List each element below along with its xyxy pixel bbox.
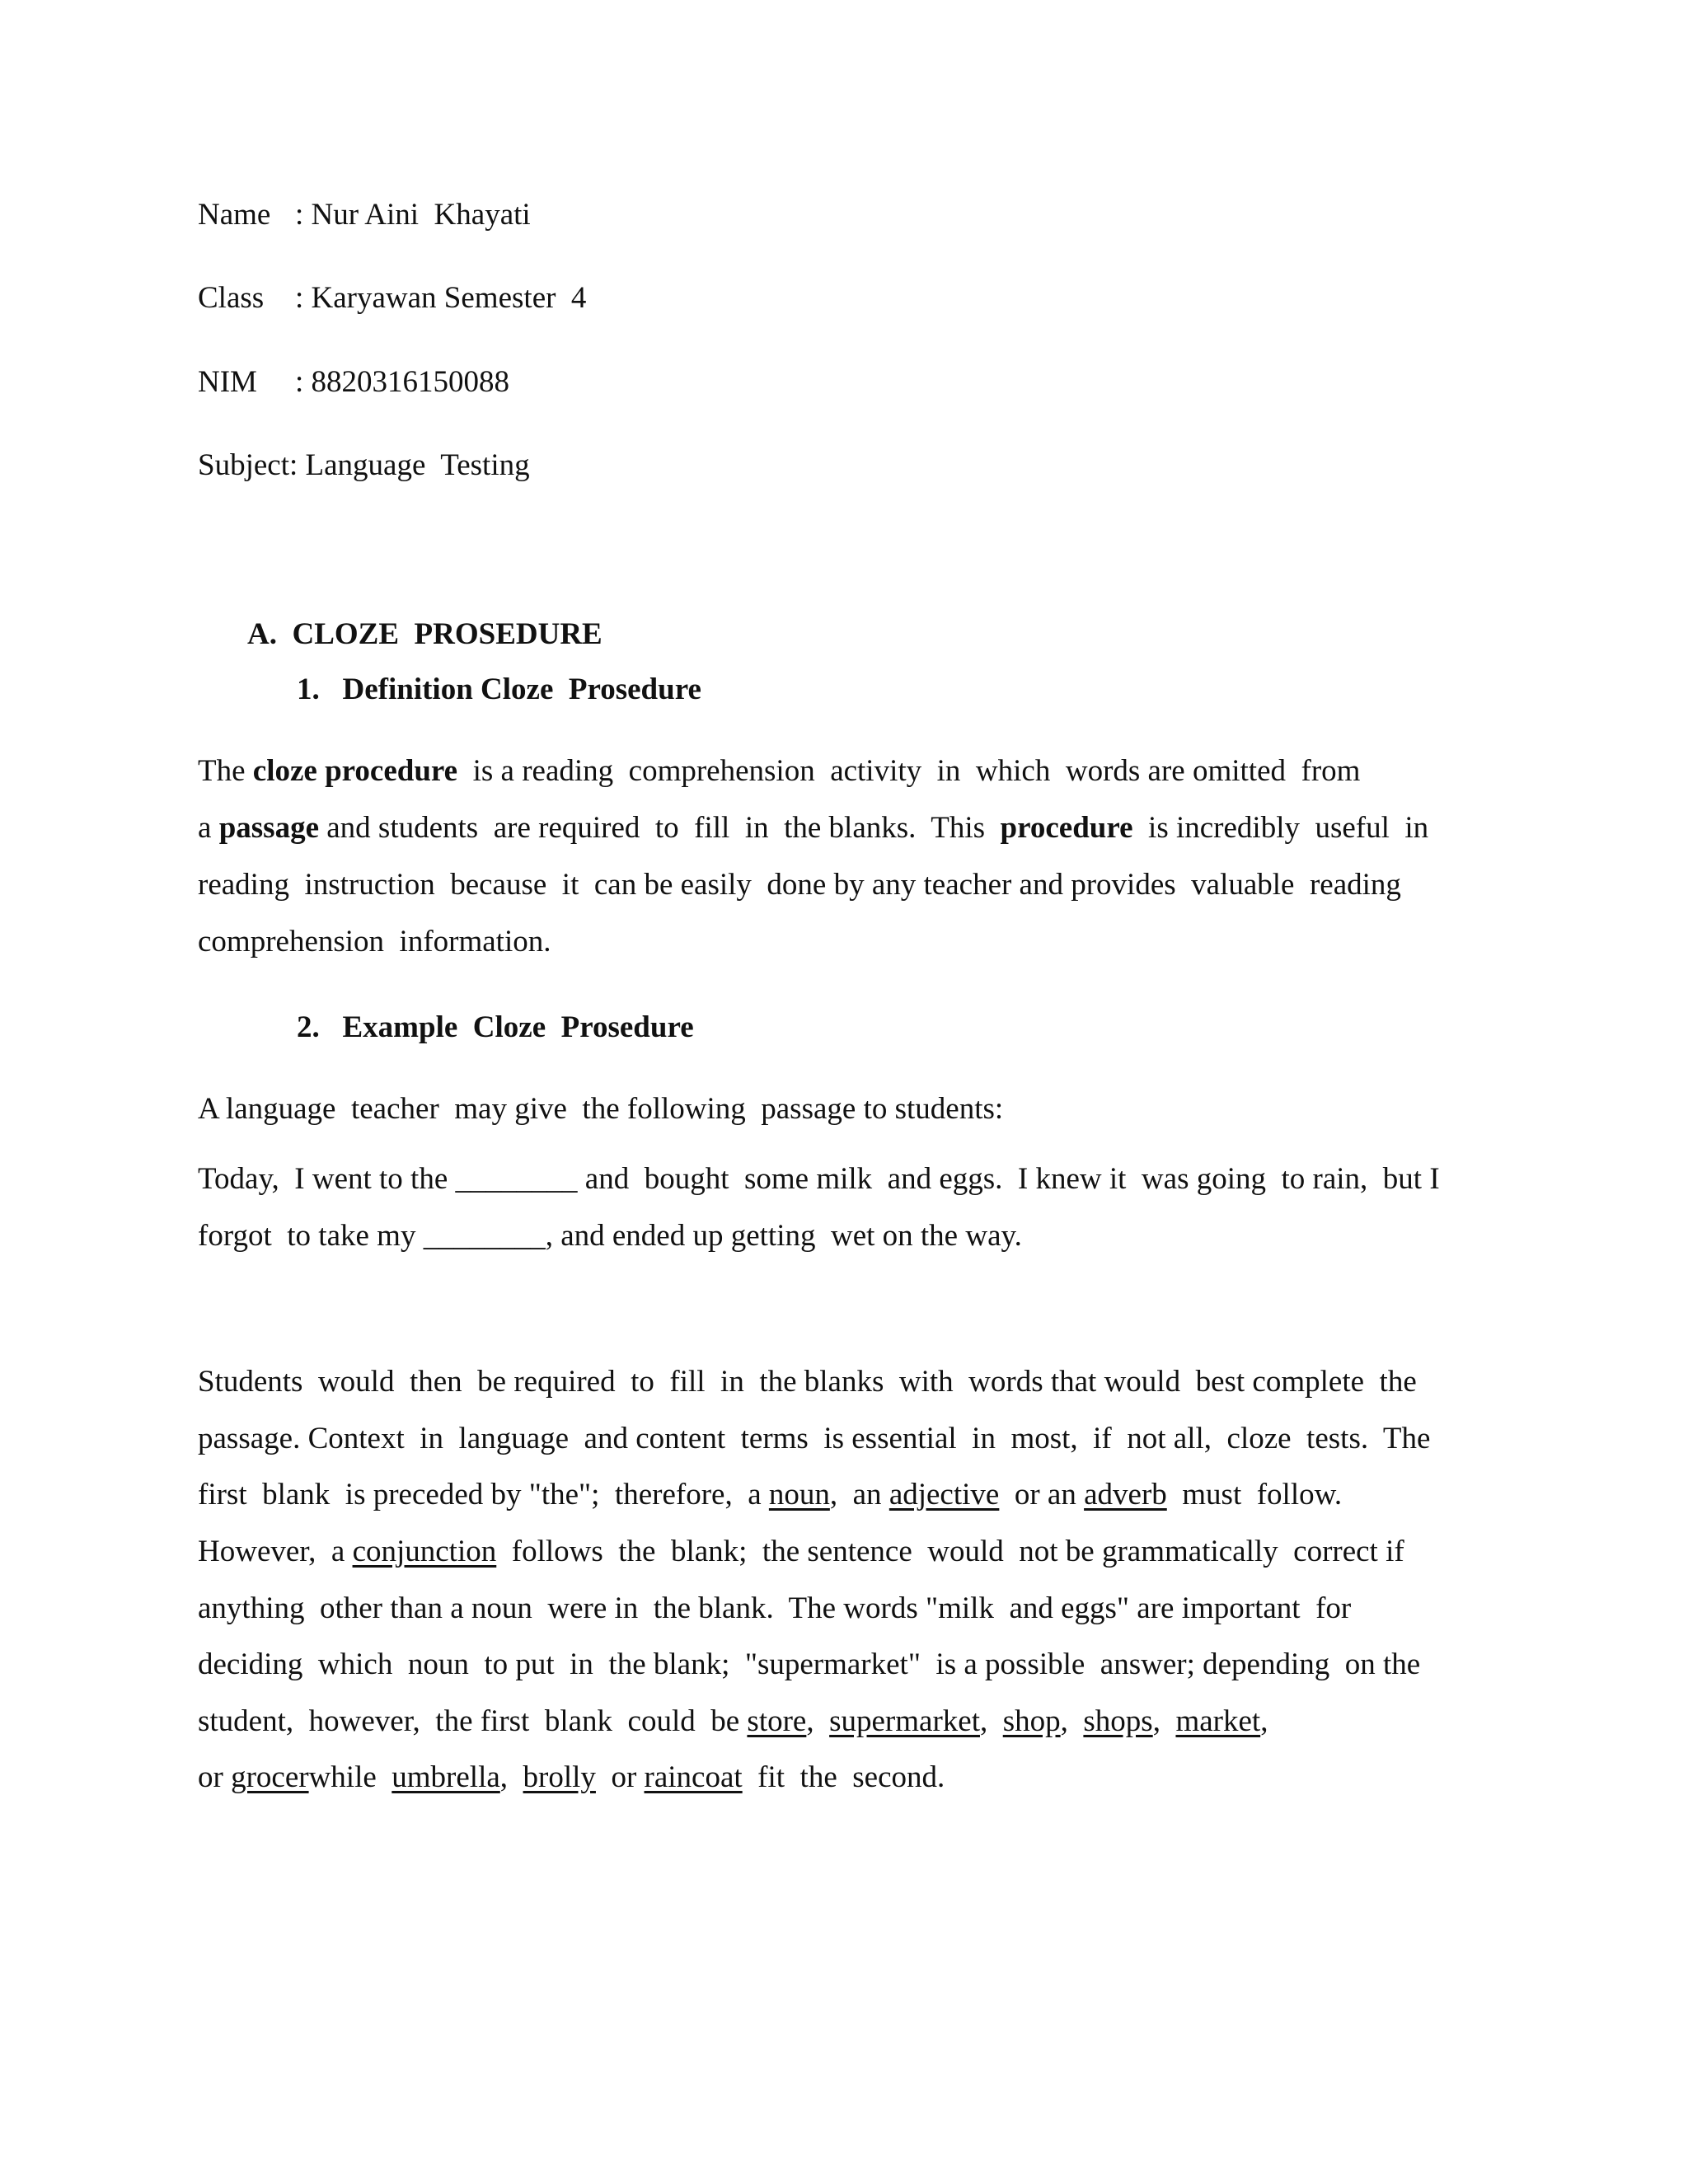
underlined-word-conjunction: conjunction	[352, 1535, 497, 1568]
nim-value: : 8820316150088	[295, 365, 510, 399]
definition-line-4: comprehension information.	[198, 925, 551, 958]
blank-1: ________	[455, 1162, 578, 1196]
explanation-line-1: Students would then be required to fill in the blanks with words that would best complete the	[198, 1365, 1417, 1399]
text-span: and students are required to fill in the blanks. This	[319, 811, 1001, 845]
text-span: Today, I went to the	[198, 1162, 456, 1196]
underlined-word-adjective: adjective	[889, 1478, 1000, 1511]
class-label: Class	[198, 281, 265, 315]
class-row	[198, 283, 586, 313]
name-label: Name	[198, 198, 271, 232]
definition-line-2	[198, 813, 1428, 843]
example-passage-line-1	[198, 1164, 1440, 1194]
class-value: : Karyawan Semester 4	[295, 281, 587, 315]
text-span: ,	[1152, 1704, 1176, 1738]
example-title: Example Cloze Prosedure	[342, 1010, 694, 1044]
text-span: follows the blank; the sentence would not be grammatically correct if	[496, 1535, 1404, 1568]
explanation-line-8	[198, 1762, 945, 1793]
name-row	[198, 199, 531, 230]
text-span: forgot to take my	[198, 1219, 424, 1253]
text-span: ,	[1260, 1704, 1268, 1738]
nim-label: NIM	[198, 365, 257, 399]
definition-number: 1.	[297, 673, 320, 706]
explanation-line-7	[198, 1706, 1268, 1736]
section-marker: A.	[247, 617, 277, 651]
underlined-word-adverb: adverb	[1084, 1478, 1167, 1511]
text-span: while	[308, 1760, 392, 1794]
underlined-word-umbrella: umbrella	[392, 1760, 500, 1794]
bold-term-cloze-procedure: cloze procedure	[252, 754, 458, 788]
subject-value: : Language Testing	[288, 448, 530, 482]
underlined-word-shops: shops	[1083, 1704, 1153, 1738]
example-passage-line-2	[198, 1221, 1022, 1251]
underlined-word-noun: noun	[768, 1478, 830, 1511]
example-number: 2.	[297, 1010, 320, 1044]
subject-label: Subject	[198, 448, 289, 482]
definition-line-1	[198, 756, 1360, 786]
text-span: or an	[999, 1478, 1085, 1511]
text-span: However, a	[198, 1535, 353, 1568]
underlined-word-supermarket: supermarket	[829, 1704, 980, 1738]
explanation-line-6: deciding which noun to put in the blank; "supermarket" is a possible answer; depending on the	[198, 1647, 1421, 1681]
text-span: ,	[806, 1704, 830, 1738]
underlined-word-brolly: brolly	[523, 1760, 596, 1794]
explanation-line-2: passage. Context in language and content terms is essential in most, if not all, cloze tests. The	[198, 1422, 1431, 1455]
text-span: or	[198, 1760, 232, 1794]
text-span: ,	[1060, 1704, 1084, 1738]
text-span: a	[198, 811, 219, 845]
explanation-line-4	[198, 1536, 1404, 1567]
explanation-line-5: anything other than a noun were in the blank. The words "milk and eggs" are important for	[198, 1591, 1352, 1625]
text-span: , and ended up getting wet on the way.	[545, 1219, 1022, 1253]
underlined-word-market: market	[1175, 1704, 1261, 1738]
section-heading	[247, 616, 603, 652]
text-span: ,	[979, 1704, 1003, 1738]
example-intro: A language teacher may give the following passage to students:	[198, 1092, 1004, 1126]
text-span: is incredibly useful in	[1132, 811, 1429, 845]
text-span: student, however, the first blank could be	[198, 1704, 748, 1738]
text-span: ,	[499, 1760, 523, 1794]
bold-term-passage: passage	[218, 811, 319, 845]
blank-2: ________	[423, 1219, 546, 1253]
underlined-word-raincoat: raincoat	[644, 1760, 743, 1794]
definition-heading	[297, 672, 701, 707]
text-span: fit the second.	[742, 1760, 945, 1794]
text-span: or	[595, 1760, 645, 1794]
bold-term-procedure: procedure	[1000, 811, 1133, 845]
text-span: , an	[829, 1478, 889, 1511]
definition-line-3: reading instruction because it can be easily done by any teacher and provides valuable reading	[198, 868, 1401, 902]
section-title: CLOZE PROSEDURE	[292, 617, 603, 651]
underlined-word-shop: shop	[1002, 1704, 1061, 1738]
text-span: must follow.	[1166, 1478, 1343, 1511]
text-span: first blank is preceded by "the"; therefore, a	[198, 1478, 769, 1511]
definition-title: Definition Cloze Prosedure	[342, 673, 701, 706]
text-span: The	[198, 754, 253, 788]
underlined-word-grocer: grocer	[231, 1760, 309, 1794]
explanation-line-3	[198, 1479, 1342, 1510]
example-heading	[297, 1010, 694, 1045]
text-span: and bought some milk and eggs. I knew it was going to rain, but I	[577, 1162, 1440, 1196]
name-value: : Nur Aini Khayati	[295, 198, 531, 232]
underlined-word-store: store	[747, 1704, 807, 1738]
text-span: is a reading comprehension activity in which words are omitted from	[457, 754, 1361, 788]
subject-row	[198, 450, 530, 480]
nim-row	[198, 367, 509, 397]
